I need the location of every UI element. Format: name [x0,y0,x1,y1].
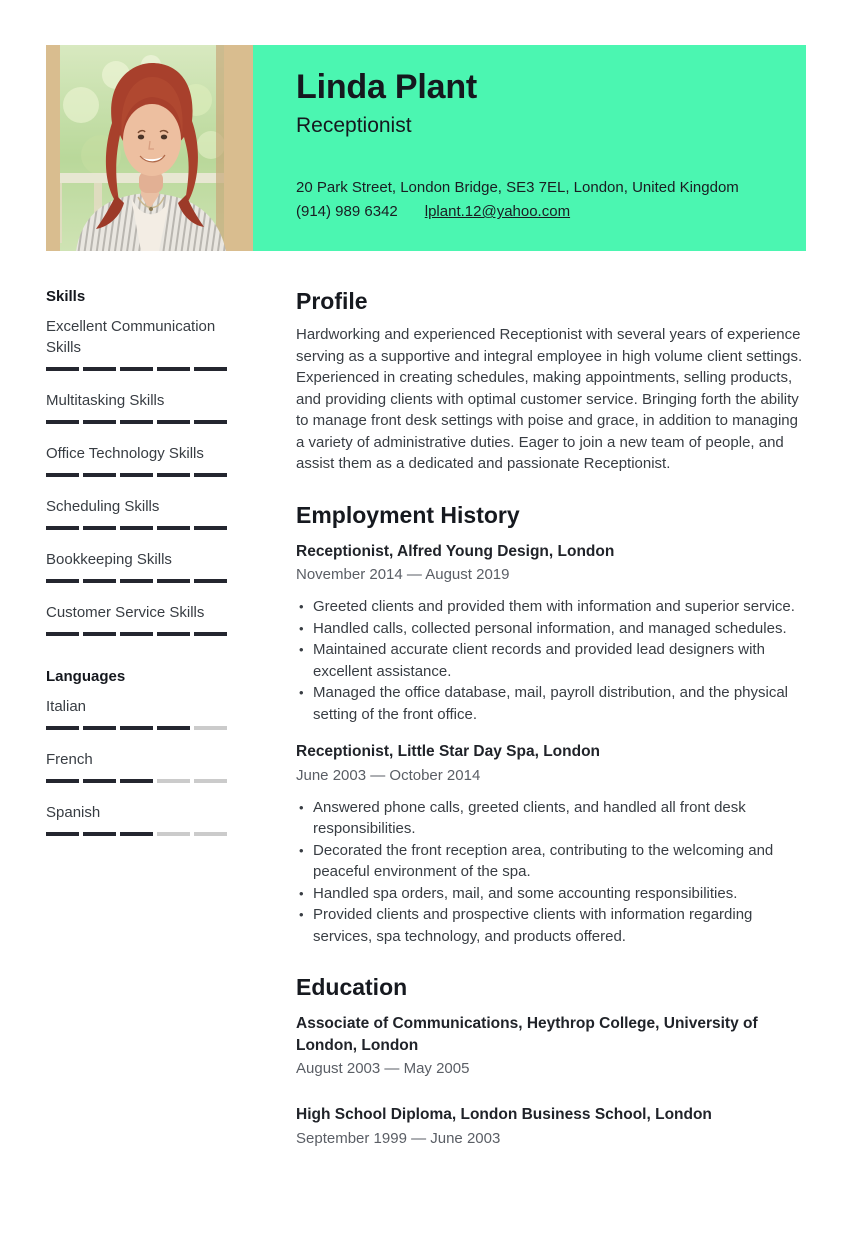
job-bullet: • Provided clients and prospective clients with information regarding services, spa technology, and products offered. [296,904,806,947]
meter-segment [157,726,190,730]
meter-segment [46,832,79,836]
education-entry [296,1104,806,1147]
employment-section [296,502,806,948]
meter-segment [194,473,227,477]
meter-segment [120,726,153,730]
meter-segment [46,367,79,371]
languages-list [46,696,227,836]
resume-header [46,45,806,251]
candidate-name: Linda Plant [296,68,478,106]
skill-item [46,549,227,583]
job-bullet: • Handled spa orders, mail, and some accounting responsibilities. [296,883,806,905]
skill-item [46,316,227,371]
resume-body [46,288,806,1147]
language-item [46,749,227,783]
meter-segment [194,367,227,371]
skills-section [46,288,227,636]
meter-segment [83,473,116,477]
skill-item-label: Scheduling Skills [46,498,160,515]
meter-segment [46,726,79,730]
meter-segment [157,420,190,424]
candidate-job-title: Receptionist [296,114,412,138]
language-item-label: Spanish [46,804,101,821]
meter-segment [120,832,153,836]
job-title: Receptionist, Alfred Young Design, London [296,542,615,560]
jobs-list [296,541,806,948]
job-bullet: • Maintained accurate client records and provided lead designers with excellent assistance. [296,639,806,682]
meter-segment [83,779,116,783]
skill-item-label: Multitasking Skills [46,392,165,409]
skill-item-label: Office Technology Skills [46,445,204,462]
job-bullets [296,596,806,725]
meter-segment [83,579,116,583]
meter-segment [120,367,153,371]
language-item-level-meter [46,779,227,783]
education-heading: Education [296,974,408,1000]
language-item-label: Italian [46,698,87,715]
meter-segment [83,726,116,730]
job-bullet: • Decorated the front reception area, contributing to the welcoming and peaceful environment of the spa. [296,840,806,883]
employment-heading: Employment History [296,501,520,528]
meter-segment [120,473,153,477]
education-title: Associate of Communications, Heythrop College, University of London, London [296,1015,758,1054]
meter-segment [157,367,190,371]
profile-section [296,288,806,475]
language-item-level-meter [46,726,227,730]
education-list [296,1013,806,1147]
meter-segment [194,779,227,783]
skills-list [46,316,227,636]
profile-heading: Profile [296,288,368,314]
meter-segment [120,632,153,636]
skill-item [46,602,227,636]
meter-segment [83,420,116,424]
portrait-illustration [46,45,253,251]
meter-segment [46,473,79,477]
education-dates: August 2003 — May 2005 [296,1060,470,1077]
skill-item-level-meter [46,579,227,583]
language-item [46,802,227,836]
language-item [46,696,227,730]
meter-segment [194,832,227,836]
meter-segment [194,726,227,730]
education-section [296,974,806,1147]
meter-segment [120,579,153,583]
meter-segment [194,579,227,583]
meter-segment [46,632,79,636]
languages-heading: Languages [46,668,126,685]
skill-item-level-meter [46,420,227,424]
profile-text: Hardworking and experienced Receptionist with several years of experience serving as a supportive and integral employee in high volume client settings. Experienced in creating schedules, making appointments, selling products, and providing clients with optimal customer service. Bringing forth the ability to manage front desk settings with poise and grace, in addition to managing a variety of administrative duties. Eager to join a new team of people, and assist them as a dedicated and passionate Receptionist. [296,326,803,472]
meter-segment [83,632,116,636]
skill-item-label: Customer Service Skills [46,604,205,621]
contact-row [296,203,786,220]
meter-segment [46,779,79,783]
skill-item-level-meter [46,526,227,530]
language-item-label: French [46,751,93,768]
education-entry [296,1013,806,1077]
skill-item [46,390,227,424]
skill-item-level-meter [46,632,227,636]
language-item-level-meter [46,832,227,836]
education-dates: September 1999 — June 2003 [296,1129,501,1147]
candidate-address: 20 Park Street, London Bridge, SE3 7EL, London, United Kingdom [296,179,739,197]
main-column [296,288,806,1147]
job-dates: November 2014 — August 2019 [296,566,510,583]
sidebar [46,288,227,1147]
job-bullet: • Answered phone calls, greeted clients, and handled all front desk responsibilities. [296,797,806,840]
meter-segment [157,473,190,477]
job-bullets [296,797,806,948]
profile-photo [46,45,253,251]
skill-item-label: Bookkeeping Skills [46,551,172,568]
skill-item [46,496,227,530]
meter-segment [120,420,153,424]
header-accent-panel [253,45,806,251]
meter-segment [157,632,190,636]
skill-item-level-meter [46,367,227,371]
job-entry [296,541,806,726]
meter-segment [46,526,79,530]
meter-segment [157,779,190,783]
meter-segment [46,420,79,424]
skills-heading: Skills [46,288,86,305]
candidate-email-link[interactable]: lplant.12@yahoo.com [424,203,571,221]
meter-segment [194,420,227,424]
job-title: Receptionist, Little Star Day Spa, London [296,743,601,760]
meter-segment [120,779,153,783]
meter-segment [83,526,116,530]
skill-item-label: Excellent Communication Skills [46,318,216,356]
meter-segment [83,832,116,836]
job-bullet: • Handled calls, collected personal information, and managed schedules. [296,618,806,640]
meter-segment [46,579,79,583]
meter-segment [194,526,227,530]
skill-item-level-meter [46,473,227,477]
meter-segment [157,526,190,530]
job-entry [296,741,806,947]
meter-segment [157,579,190,583]
meter-segment [157,832,190,836]
skill-item [46,443,227,477]
meter-segment [194,632,227,636]
job-dates: June 2003 — October 2014 [296,766,481,784]
job-bullet: • Greeted clients and provided them with information and superior service. [296,596,806,618]
resume-page [0,45,852,1249]
meter-segment [83,367,116,371]
candidate-phone: (914) 989 6342 [296,203,398,221]
meter-segment [120,526,153,530]
job-bullet: • Managed the office database, mail, payroll distribution, and the physical setting of the front office. [296,682,806,725]
languages-section [46,668,227,836]
education-title: High School Diploma, London Business School, London [296,1106,712,1123]
